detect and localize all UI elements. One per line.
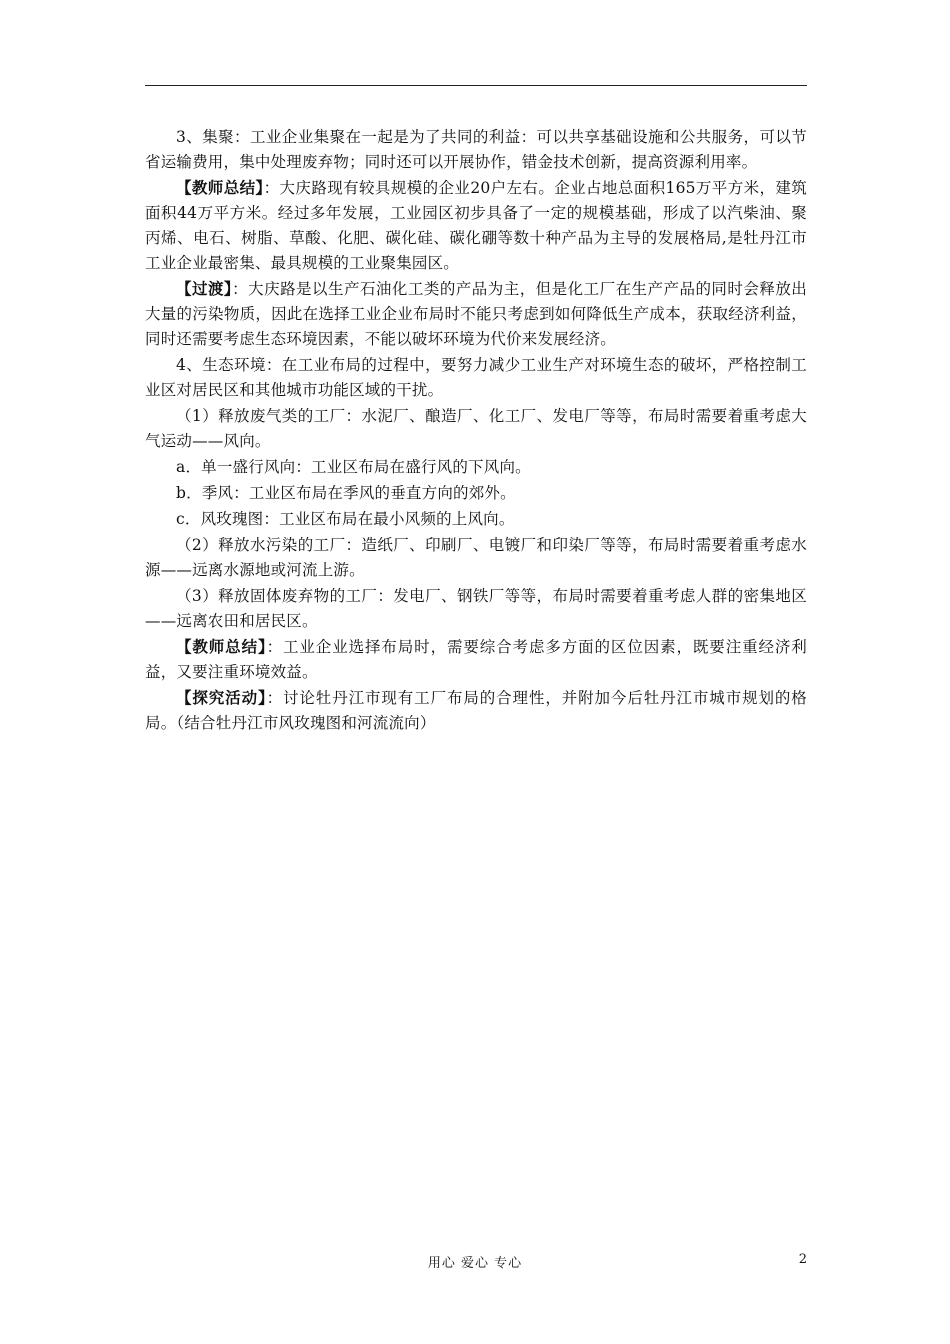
paragraph-text: a．单一盛行风向：工业区布局在盛行风的下风向。 (176, 458, 531, 476)
header-rule (145, 85, 807, 86)
paragraph-text: ：讨论牡丹江市现有工厂布局的合理性，并附加今后牡丹江市城市规划的格局。（结合牡丹江市风玫瑰图和河流流向） (145, 689, 807, 732)
paragraph-text: ：大庆路是以生产石油化工类的产品为主，但是化工厂在生产产品的同时会释放出大量的污染物质，因此在选择工业企业布局时不能只考虑到如何降低生产成本，获取经济利益，同时还需要考虑生态环境因素，不能以破坏环境为代价来发展经济。 (145, 280, 807, 348)
paragraph-11 (145, 634, 807, 685)
paragraph-3 (145, 276, 807, 352)
paragraph-12 (145, 685, 807, 736)
paragraph-1 (145, 124, 807, 175)
paragraph-label: 【教师总结】 (176, 178, 264, 197)
paragraph-text: （2）释放水污染的工厂：造纸厂、印刷厂、电镀厂和印染厂等等，布局时需要着重考虑水源——远离水源地或河流上游。 (145, 536, 807, 579)
document-body (145, 124, 807, 736)
paragraph-5 (145, 403, 807, 454)
paragraph-10 (145, 583, 807, 634)
page-number: 2 (798, 1252, 807, 1267)
paragraph-8 (145, 506, 807, 532)
paragraph-text: ：工业企业选择布局时，需要综合考虑多方面的区位因素，既要注重经济利益，又要注重环境效益。 (145, 638, 807, 681)
paragraph-4 (145, 352, 807, 403)
paragraph-text: c．风玫瑰图：工业区布局在最小风频的上风向。 (176, 510, 515, 528)
paragraph-label: 【探究活动】 (176, 688, 267, 707)
paragraph-text: b．季风：工业区布局在季风的垂直方向的郊外。 (176, 484, 516, 502)
paragraph-2 (145, 175, 807, 276)
paragraph-9 (145, 532, 807, 583)
paragraph-text: （3）释放固体废弃物的工厂：发电厂、钢铁厂等等，布局时需要着重考虑人群的密集地区——远离农田和居民区。 (145, 587, 807, 630)
paragraph-label: 【过渡】 (176, 279, 233, 298)
paragraph-6 (145, 454, 807, 480)
paragraph-text: ：大庆路现有较具规模的企业20户左右。企业占地总面积165万平方米，建筑面积44万平方米。经过多年发展，工业园区初步具备了一定的规模基础，形成了以汽柴油、聚丙烯、电石、树脂、草酸、化肥、碳化硅、碳化硼等数十种产品为主导的发展格局,是牡丹江市工业企业最密集、最具规模的工业聚集园区。 (145, 179, 807, 272)
paragraph-text: （1）释放废气类的工厂：水泥厂、酿造厂、化工厂、发电厂等等，布局时需要着重考虑大气运动——风向。 (145, 407, 807, 450)
paragraph-text: 3、集聚：工业企业集聚在一起是为了共同的利益：可以共享基础设施和公共服务，可以节省运输费用，集中处理废弃物；同时还可以开展协作，错金技术创新，提高资源利用率。 (145, 128, 807, 171)
footer-slogan: 用心 爱心 专心 (427, 1256, 523, 1271)
paragraph-7 (145, 480, 807, 506)
paragraph-text: 4、生态环境：在工业布局的过程中，要努力减少工业生产对环境生态的破坏，严格控制工业区对居民区和其他城市功能区域的干扰。 (145, 356, 807, 399)
paragraph-label: 【教师总结】 (176, 637, 267, 656)
